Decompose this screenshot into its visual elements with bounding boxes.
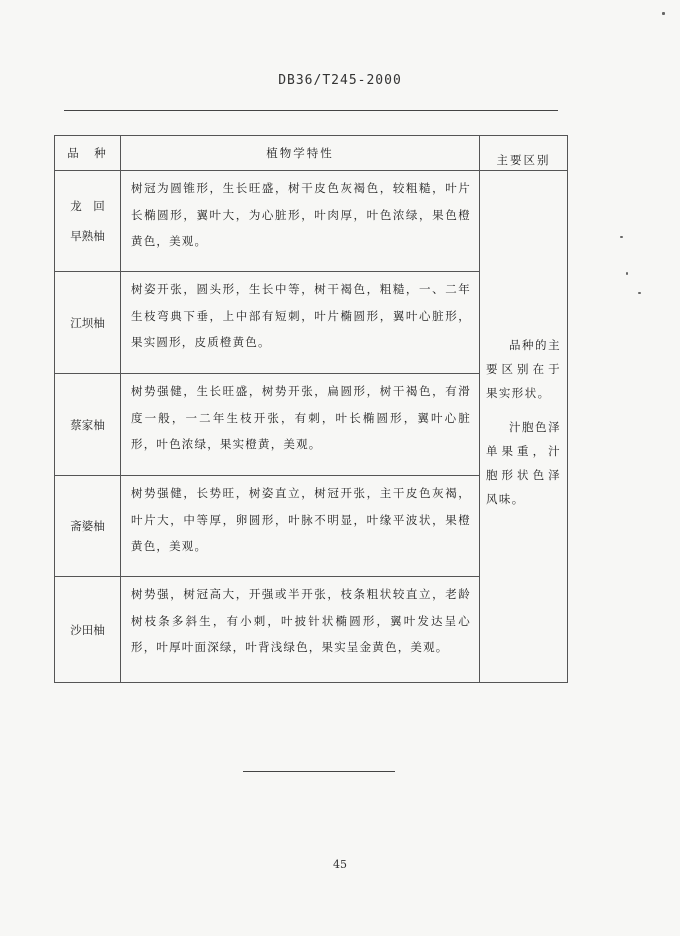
main-difference (480, 171, 568, 683)
variety-name: 斋婆柚 (55, 476, 121, 577)
variety-traits: 树势强健，长势旺，树姿直立，树冠开张，主干皮色灰褐，叶片大，中等厚，卵圆形，叶脉不明显，叶缘平波状，果橙黄色，美观。 (121, 476, 480, 577)
table-row (55, 171, 568, 272)
scan-speck (662, 12, 665, 15)
variety-name: 江坝柚 (55, 272, 121, 374)
variety-name: 沙田柚 (55, 577, 121, 683)
variety-name: 蔡家柚 (55, 374, 121, 476)
header-variety: 品 种 (55, 136, 121, 171)
variety-table (54, 135, 568, 683)
variety-traits: 树势强，树冠高大，开强或半开张，枝条粗状较直立，老龄树枝条多斜生，有小刺，叶披针状椭圆形，翼叶发达呈心形，叶厚叶面深绿，叶背浅绿色，果实呈金黄色，美观。 (121, 577, 480, 683)
variety-traits: 树姿开张，圆头形，生长中等，树干褐色，粗糙，一、二年生枝弯典下垂，上中部有短刺，叶片椭圆形，翼叶心脏形，果实圆形，皮质橙黄色。 (121, 272, 480, 374)
scan-speck (638, 292, 641, 294)
table-header-row (55, 136, 568, 171)
standard-number: DB36/T245-2000 (278, 73, 402, 88)
variety-traits: 树冠为圆锥形，生长旺盛，树干皮色灰褐色，较粗糙，叶片长椭圆形，翼叶大，为心脏形，叶肉厚，叶色浓绿，果色橙黄色，美观。 (121, 171, 480, 272)
variety-name: 龙 回 早熟柚 (55, 171, 121, 272)
scan-speck (626, 272, 628, 275)
header-difference: 主要区别 (480, 136, 568, 171)
header-traits: 植物学特性 (121, 136, 480, 171)
header-rule (64, 110, 558, 111)
difference-text-2: 汁胞色泽单果重，汁胞形状色泽风味。 (486, 419, 561, 506)
difference-text-1: 品种的主要区别在于果实形状。 (486, 337, 561, 400)
footnote-rule (243, 771, 395, 772)
page-number: 45 (333, 858, 347, 871)
variety-traits: 树势强健，生长旺盛，树势开张，扁圆形，树干褐色，有滑度一般，一二年生枝开张，有刺，叶长椭圆形，翼叶心脏形，叶色浓绿，果实橙黄，美观。 (121, 374, 480, 476)
scan-speck (620, 236, 623, 238)
